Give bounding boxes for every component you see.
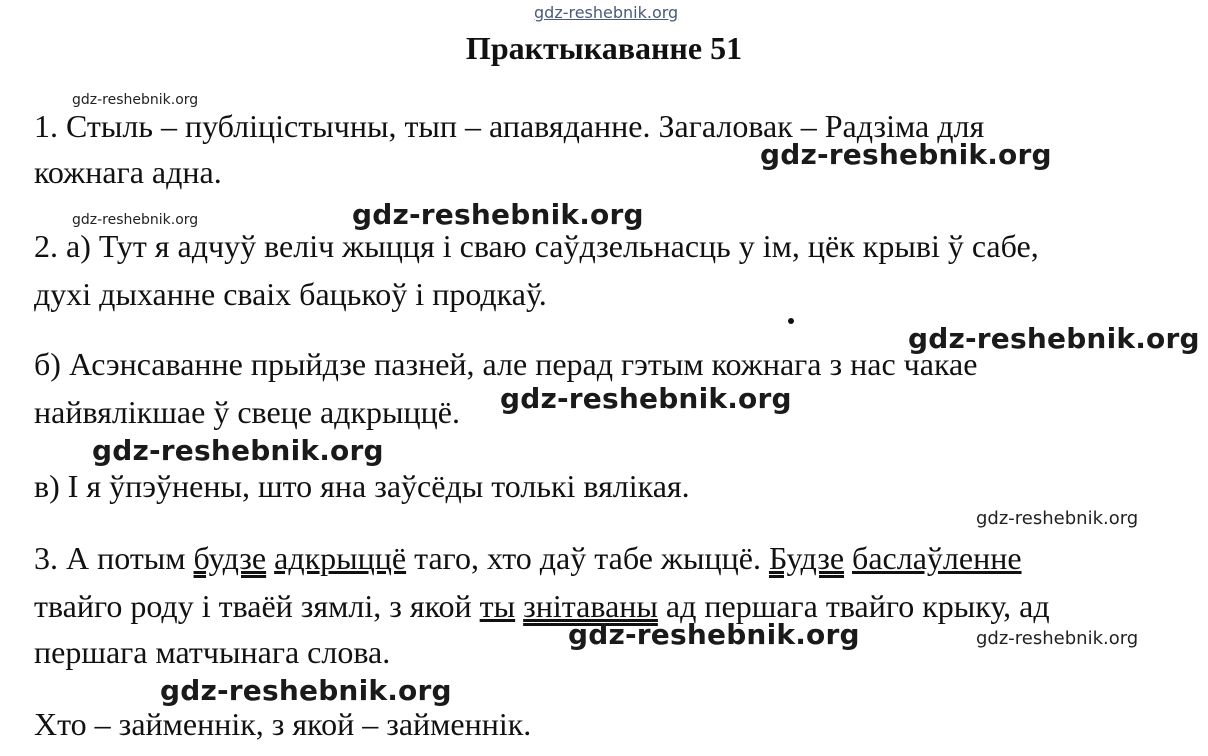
watermark-mid-2: gdz-reshebnik.org (976, 628, 1139, 649)
page-title: Практыкаванне 51 (465, 30, 743, 66)
answer-3-text: 3. А потым (34, 540, 194, 576)
watermark-big-7: gdz-reshebnik.org (160, 674, 452, 707)
predicate-budze-2: Будзе (768, 540, 845, 576)
watermark-big-5: gdz-reshebnik.org (92, 434, 384, 467)
watermark-mid-1: gdz-reshebnik.org (976, 508, 1139, 529)
answer-3-text: ад першага твайго крыку, ад (657, 588, 1050, 624)
answer-1-line-1: 1. Стыль – публіцістычны, тып – апавяданне. Загаловак – Радзіма для (34, 108, 985, 144)
space (844, 540, 852, 576)
space (266, 540, 274, 576)
dot-mark (788, 318, 794, 324)
watermark-big-1: gdz-reshebnik.org (760, 138, 1052, 171)
answer-3-text: таго, хто даў табе жыццё. (406, 540, 769, 576)
subject-ty: ты (479, 588, 516, 624)
answer-3-line-4: Хто – займеннік, з якой – займеннік. (34, 706, 532, 742)
answer-2a-line-1: 2. а) Тут я адчуў веліч жыцця і сваю саўдзельнасць у ім, цёк крыві ў сабе, (34, 228, 1039, 264)
answer-3-text: твайго роду і тваёй зямлі, з якой (34, 588, 480, 624)
watermark-big-6: gdz-reshebnik.org (568, 618, 860, 651)
answer-3-line-1 (34, 542, 1022, 574)
watermark-small-1: gdz-reshebnik.org (72, 92, 199, 108)
answer-2b-line-2: найвялікшае ў свеце адкрыццё. (34, 394, 460, 430)
watermark-big-2: gdz-reshebnik.org (352, 198, 644, 231)
watermark-big-3: gdz-reshebnik.org (908, 322, 1200, 355)
predicate-budze-1: будзе (193, 540, 267, 576)
answer-3-line-2 (34, 590, 1050, 622)
subject-blaslaulenne: баслаўленне (852, 540, 1022, 576)
watermark-big-4: gdz-reshebnik.org (500, 382, 792, 415)
predicate-znitavany: знітаваны (523, 588, 658, 624)
answer-2b-line-1: б) Асэнсаванне прыйдзе пазней, але перад гэтым кожнага з нас чакае (34, 346, 978, 382)
answer-1-line-2: кожнага адна. (34, 154, 222, 190)
answer-2c-line-1: в) І я ўпэўнены, што яна заўсёды толькі вялікая. (34, 468, 690, 504)
subject-adkryccio: адкрыццё (274, 540, 407, 576)
watermark-small-2: gdz-reshebnik.org (72, 212, 199, 228)
answer-3-line-3: першага матчынага слова. (34, 634, 391, 670)
answer-2a-line-2: духі дыханне сваіх бацькоў і продкаў. (34, 276, 547, 312)
watermark-top[interactable]: gdz-reshebnik.org (534, 3, 679, 22)
space (515, 588, 523, 624)
